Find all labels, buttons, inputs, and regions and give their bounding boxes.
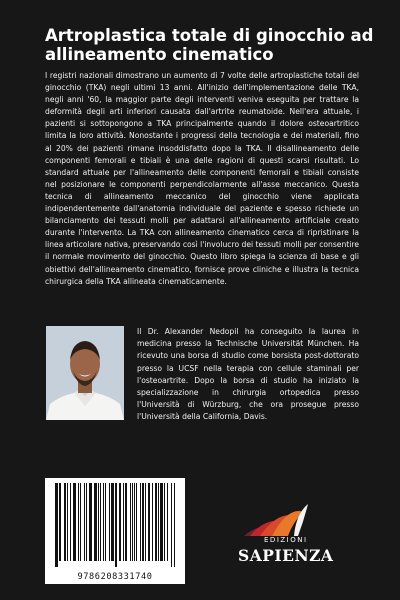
barcode-bar (78, 483, 79, 561)
barcode-bar (67, 483, 68, 561)
barcode-bar (152, 483, 153, 561)
barcode-bar (80, 483, 81, 561)
barcode-bar (164, 483, 165, 561)
barcode-bar (89, 483, 92, 561)
barcode-bar (125, 483, 127, 561)
barcode-bar (123, 483, 124, 561)
barcode-bar (136, 483, 137, 561)
barcode-bar (109, 483, 110, 561)
barcode-bar (73, 483, 76, 561)
barcode-bar (167, 483, 168, 561)
barcode-bar (100, 483, 101, 561)
barcode-bar (94, 483, 97, 561)
barcode-bar (55, 483, 58, 567)
barcode-bar (145, 483, 146, 561)
isbn-barcode (45, 478, 185, 584)
barcode-bar (171, 483, 172, 567)
publisher-name: SAPIENZA (238, 546, 334, 565)
barcode-bar (140, 483, 141, 561)
barcode-bar (142, 483, 144, 561)
barcode-bar (70, 483, 71, 561)
barcode-bar (84, 483, 85, 561)
barcode-bar (119, 483, 121, 561)
barcode-bar (130, 483, 131, 561)
barcode-bar (98, 483, 99, 561)
barcode-bar (158, 483, 159, 561)
barcode-bar (59, 483, 61, 561)
barcode-bar (160, 483, 163, 561)
publisher-label: EDIZIONI (264, 536, 308, 544)
author-photo (46, 326, 124, 420)
barcode-bar (174, 483, 175, 567)
barcode-bar (132, 483, 133, 561)
barcode-bars (51, 483, 179, 567)
barcode-bar (111, 483, 114, 561)
barcode-bar (155, 483, 157, 561)
barcode-bar (134, 483, 135, 561)
book-description: I registri nazionali dimostrano un aumento di 7 volte delle artroplastiche totali del ginocchio (TKA) negli ultimi 13 anni. All'inizio dell'implementazione delle TKA, negli anni '60, la maggior parte degli interventi veniva eseguita per trattare la deformità degli arti inferiori causata dall'artrite reumatoide. Nell'era attuale, i pazienti si sottopongono a TKA principalmente quando il dolore osteoartritico limita la loro attività. Nonostante i progressi della tecnologia e dei materiali, fino al 20% dei pazienti rimane insoddisfatto dopo la TKA. Il disallineamento delle componenti femorali e tibiali è una delle ragioni di questi scarsi risultati. Lo standard attuale per l'allineamento delle componenti femorali e tibiali consiste nel posizionare le componenti perpendicolarmente all'asse meccanico. Questa tecnica di allineamento meccanico del ginocchio viene applicata indipendentemente dall'anatomia individuale del paziente e spesso richiede un bilanciamento dei tessuti molli per adattarsi all'allineamento artificiale creato durante l'intervento. La TKA con allineamento cinematico cerca di ripristinare la linea articolare nativa, preservando così l'involucro dei tessuti molli per consentire il normale movimento del ginocchio. Questo libro spiega la scienza di base e gli obiettivi dell'allineamento cinematico, fornisce prove cliniche e illustra la tecnica chirurgica della TKA allineata cinematicamente. (45, 71, 359, 286)
isbn-number: 9786208331740 (77, 572, 153, 582)
barcode-bar (148, 483, 150, 561)
barcode-bar (64, 483, 66, 561)
barcode-bar (105, 483, 106, 561)
barcode-bar (115, 483, 117, 567)
barcode-bar (103, 483, 104, 561)
barcode-bar (86, 483, 87, 561)
author-portrait-image (46, 326, 124, 420)
book-title: Artroplastica totale di ginocchio ad allineamento cinematico (45, 26, 374, 64)
author-bio: Il Dr. Alexander Nedopil ha conseguito la laurea in medicina presso la Technische Universität München. Ha ricevuto una borsa di studio come borsista post-dottorato presso la UCSF nella terapia con cellule staminali per l'osteoartrite. Dopo la borsa di studio ha iniziato la specializzazione in chirurgia ortopedica presso l'Università di Würzburg, che ora prosegue presso l'Università della California, Davis. (137, 327, 359, 422)
